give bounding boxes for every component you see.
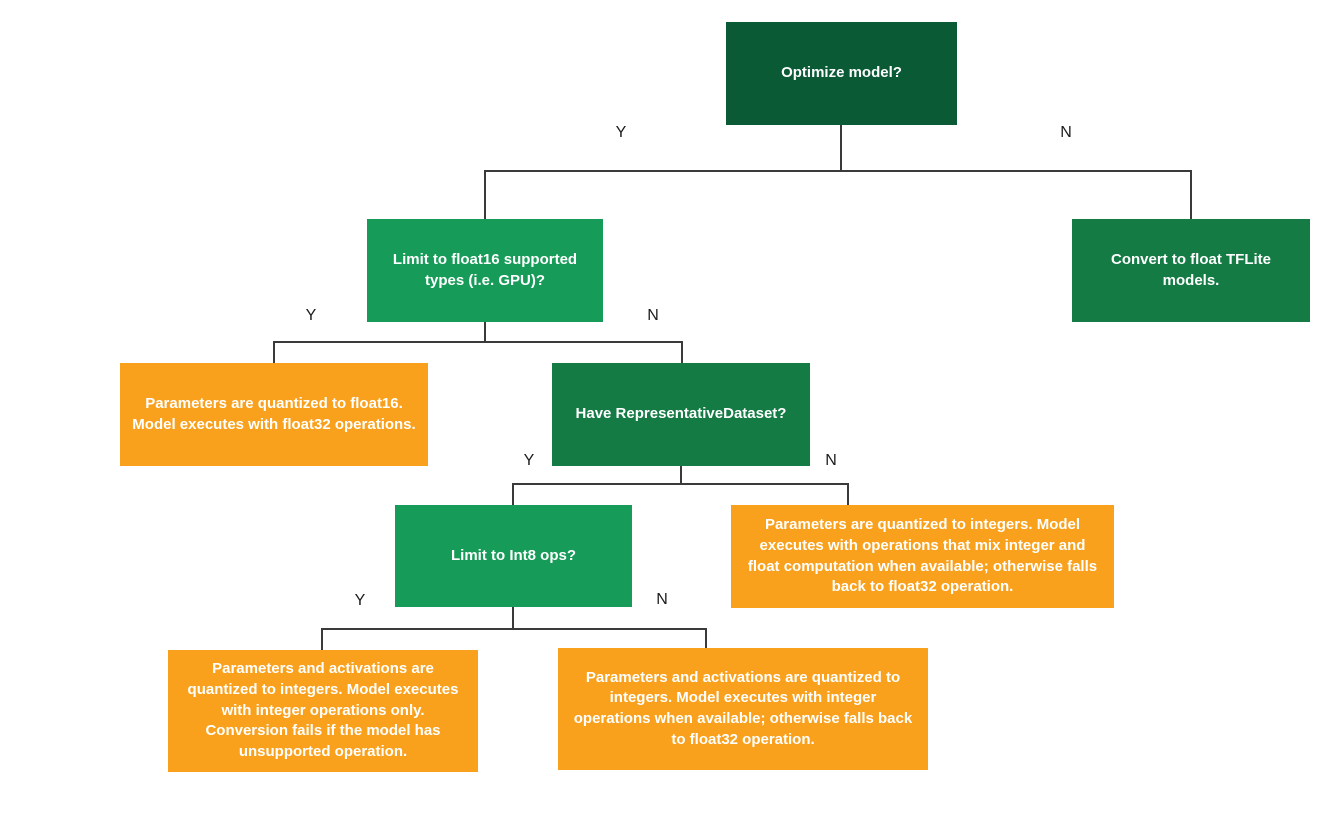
node-optimize-model: Optimize model? xyxy=(726,22,957,125)
edge-label-dataset-yes: Y xyxy=(523,452,535,469)
node-convert-float-tflite: Convert to float TFLite models. xyxy=(1072,219,1310,322)
edge-label-dataset-no: N xyxy=(825,452,837,469)
edge-label-float16-no: N xyxy=(647,307,659,324)
edge-label-optimize-no: N xyxy=(1060,124,1072,141)
connector-level1-horizontal xyxy=(484,170,1192,172)
connector-level3-no-drop xyxy=(847,483,849,505)
connector-level3-horizontal xyxy=(512,483,849,485)
connector-int8-stem xyxy=(512,607,514,630)
edge-label-int8-yes: Y xyxy=(354,592,366,609)
connector-level1-no-drop xyxy=(1190,170,1192,219)
node-mixed-integer-outcome: Parameters are quantized to integers. Model executes with operations that mix integer and float computation when available; otherwise falls back to float32 operation. xyxy=(731,505,1114,608)
edge-label-int8-no: N xyxy=(656,591,668,608)
node-integer-only-outcome: Parameters and activations are quantized to integers. Model executes with integer operations only. Conversion fails if the model has unsupported operation. xyxy=(168,650,478,772)
edge-label-optimize-yes: Y xyxy=(615,124,627,141)
connector-level2-horizontal xyxy=(273,341,683,343)
connector-level4-yes-drop xyxy=(321,628,323,650)
connector-float16-stem xyxy=(484,322,486,343)
edge-label-float16-yes: Y xyxy=(305,307,317,324)
connector-level2-yes-drop xyxy=(273,341,275,363)
connector-optimize-stem xyxy=(840,125,842,172)
node-have-representative-dataset: Have RepresentativeDataset? xyxy=(552,363,810,466)
node-integer-fallback-outcome: Parameters and activations are quantized to integers. Model executes with integer operations when available; otherwise falls back to float32 operation. xyxy=(558,648,928,770)
node-limit-int8-ops: Limit to Int8 ops? xyxy=(395,505,632,607)
connector-level4-no-drop xyxy=(705,628,707,648)
node-limit-float16: Limit to float16 supported types (i.e. GPU)? xyxy=(367,219,603,322)
connector-level1-yes-drop xyxy=(484,170,486,219)
connector-level2-no-drop xyxy=(681,341,683,363)
connector-level3-yes-drop xyxy=(512,483,514,505)
node-float16-outcome: Parameters are quantized to float16. Model executes with float32 operations. xyxy=(120,363,428,466)
connector-level4-horizontal xyxy=(321,628,707,630)
